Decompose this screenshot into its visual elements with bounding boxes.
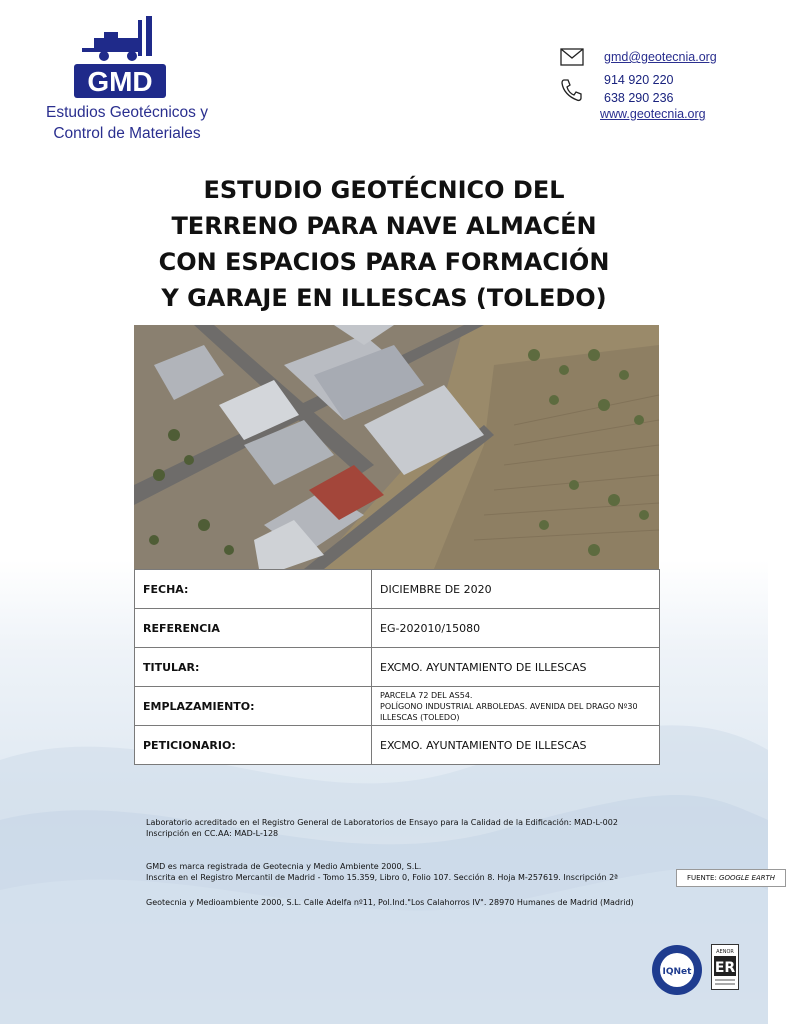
row-label: EMPLAZAMIENTO: [135, 687, 372, 726]
company-address: Geotecnia y Medioambiente 2000, S.L. Calle Adelfa nº11, Pol.Ind."Los Calahorros IV". 28970 Humanes de Madrid (Madrid) [146, 898, 634, 907]
accreditation-text [146, 817, 618, 839]
drilling-rig-logo-icon [74, 14, 170, 100]
table-row [135, 609, 660, 648]
row-label: FECHA: [135, 570, 372, 609]
title-line-4: Y GARAJE EN ILLESCAS (TOLEDO) [161, 284, 607, 312]
company-logo [32, 14, 232, 144]
er-label: ER [714, 960, 736, 976]
envelope-icon [560, 48, 584, 66]
accreditation-line-1: Laboratorio acreditado en el Registro General de Laboratorios de Ensayo para la Calidad de la Edificación: MAD-L-002 [146, 818, 618, 827]
email-link[interactable]: gmd@geotecnia.org [604, 50, 717, 64]
location-line-3: ILLESCAS (TOLEDO) [380, 712, 460, 722]
registration-text [146, 861, 618, 883]
website-link[interactable]: www.geotecnia.org [600, 107, 706, 121]
registered-line-2: Inscrita en el Registro Mercantil de Madrid - Tomo 15.359, Libro 0, Folio 107. Sección 8. Hoja M-257619. Inscripción 2ª [146, 873, 618, 882]
title-line-1: ESTUDIO GEOTÉCNICO DEL [203, 176, 565, 204]
tagline-line-2: Control de Materiales [53, 125, 201, 142]
registered-line-1: GMD es marca registrada de Geotecnia y Medio Ambiente 2000, S.L. [146, 862, 422, 871]
document-title [100, 172, 668, 316]
row-value [372, 687, 660, 726]
project-info-table [134, 569, 660, 765]
accreditation-line-2: Inscripción en CC.AA: MAD-L-128 [146, 829, 279, 838]
aenor-label: AENOR [716, 949, 734, 955]
row-label: PETICIONARIO: [135, 726, 372, 765]
location-line-2: POLÍGONO INDUSTRIAL ARBOLEDAS. AVENIDA DEL DRAGO Nº30 [380, 701, 638, 711]
iqnet-label: IQNet [662, 967, 692, 977]
table-row [135, 648, 660, 687]
title-line-2: TERRENO PARA NAVE ALMACÉN [171, 212, 597, 240]
row-value: EG-202010/15080 [372, 609, 660, 648]
contact-block [556, 46, 756, 126]
phone-2: 638 290 236 [604, 91, 674, 105]
title-line-3: CON ESPACIOS PARA FORMACIÓN [158, 248, 610, 276]
source-name: GOOGLE EARTH [719, 874, 776, 882]
location-line-1: PARCELA 72 DEL AS54. [380, 690, 473, 700]
phone-icon [560, 78, 582, 102]
company-tagline [32, 102, 222, 144]
source-prefix: FUENTE: [686, 874, 720, 882]
row-value: EXCMO. AYUNTAMIENTO DE ILLESCAS [372, 648, 660, 687]
row-value: EXCMO. AYUNTAMIENTO DE ILLESCAS [372, 726, 660, 765]
tagline-line-1: Estudios Geotécnicos y [46, 104, 208, 121]
phone-1: 914 920 220 [604, 73, 674, 87]
aerial-image [134, 325, 659, 569]
row-label: REFERENCIA [135, 609, 372, 648]
row-value: DICIEMBRE DE 2020 [372, 570, 660, 609]
iqnet-certification-icon [651, 944, 703, 996]
table-row [135, 570, 660, 609]
table-row [135, 726, 660, 765]
logo-text: GMD [87, 66, 153, 97]
image-source-label [676, 869, 786, 887]
aenor-er-certification-icon [711, 944, 739, 990]
row-label: TITULAR: [135, 648, 372, 687]
table-row [135, 687, 660, 726]
